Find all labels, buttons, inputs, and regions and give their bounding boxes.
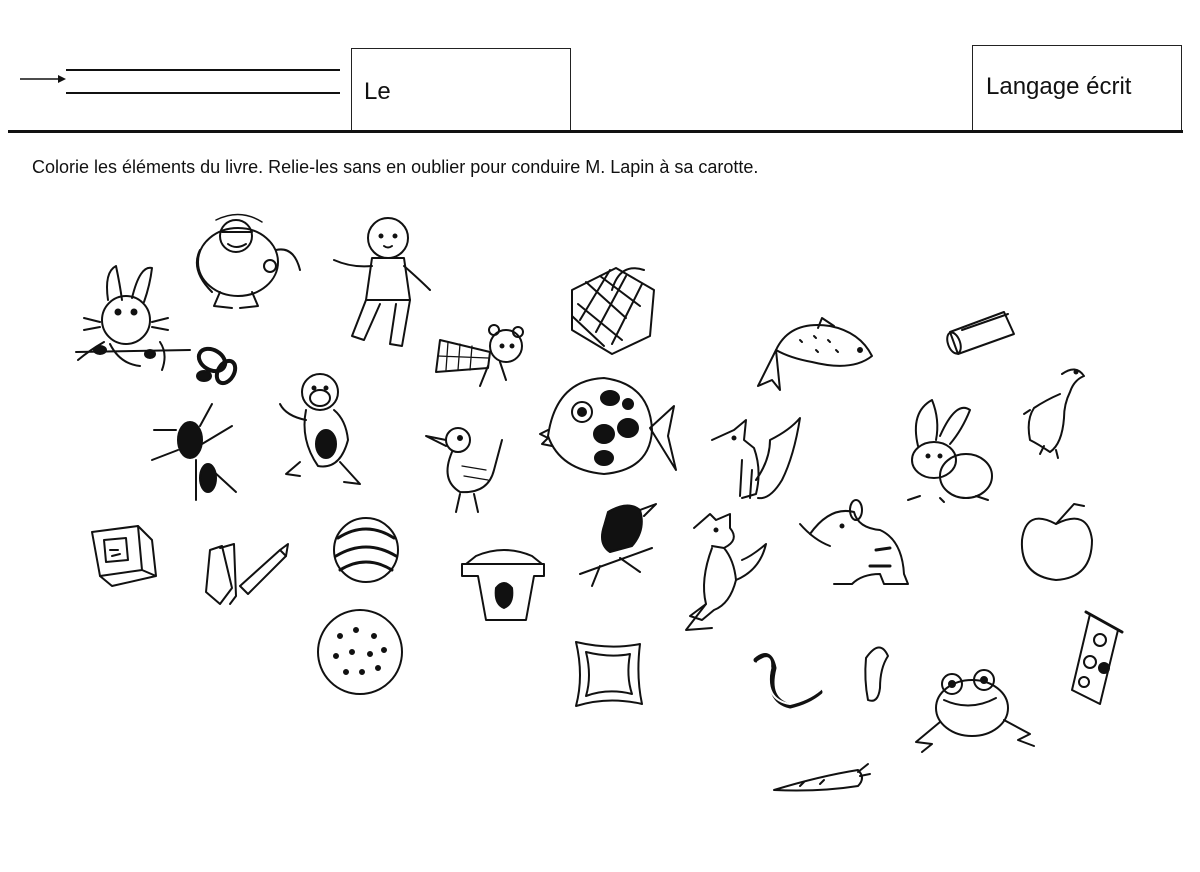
cookie-icon: [318, 610, 402, 694]
blackbird-icon: [580, 504, 656, 586]
rabbit-icon: [76, 266, 190, 370]
ball-icon: [334, 518, 398, 582]
bunny-icon: [908, 400, 992, 502]
teddy-bear-icon: [436, 325, 523, 386]
spider-icon: [152, 404, 236, 500]
worm-icon: [756, 656, 820, 707]
fox-icon: [712, 418, 800, 498]
fish-icon: [758, 318, 872, 390]
instruction-text: Colorie les éléments du livre. Relie-les sans en oublier pour conduire M. Lapin à sa carotte.: [32, 157, 759, 177]
yogurt-icon: [462, 550, 544, 620]
slug-icon: [865, 647, 888, 700]
pacifier-icon: [195, 344, 239, 386]
dog-icon: [800, 500, 908, 584]
pencil-case-icon: [945, 312, 1014, 355]
ogre-icon: [197, 214, 300, 308]
handkerchief-icon: [576, 642, 642, 706]
apple-icon: [1022, 504, 1092, 580]
milk-carton-icon: [92, 526, 156, 586]
fox-standing-icon: [686, 514, 766, 630]
dinosaur-icon: [1024, 369, 1084, 458]
frog-icon: [916, 670, 1034, 752]
monkey-icon: [280, 374, 360, 484]
spotted-fish-icon: [540, 378, 676, 474]
jar-icon: [1072, 612, 1122, 704]
subject-label: Langage écrit: [986, 73, 1132, 100]
bird-icon: [426, 428, 502, 512]
baby-icon: [334, 218, 430, 346]
crayons-icon: [206, 544, 288, 604]
shopping-bag-icon: [572, 268, 654, 354]
carrot-icon: [774, 764, 870, 791]
date-label: Le: [364, 78, 391, 105]
